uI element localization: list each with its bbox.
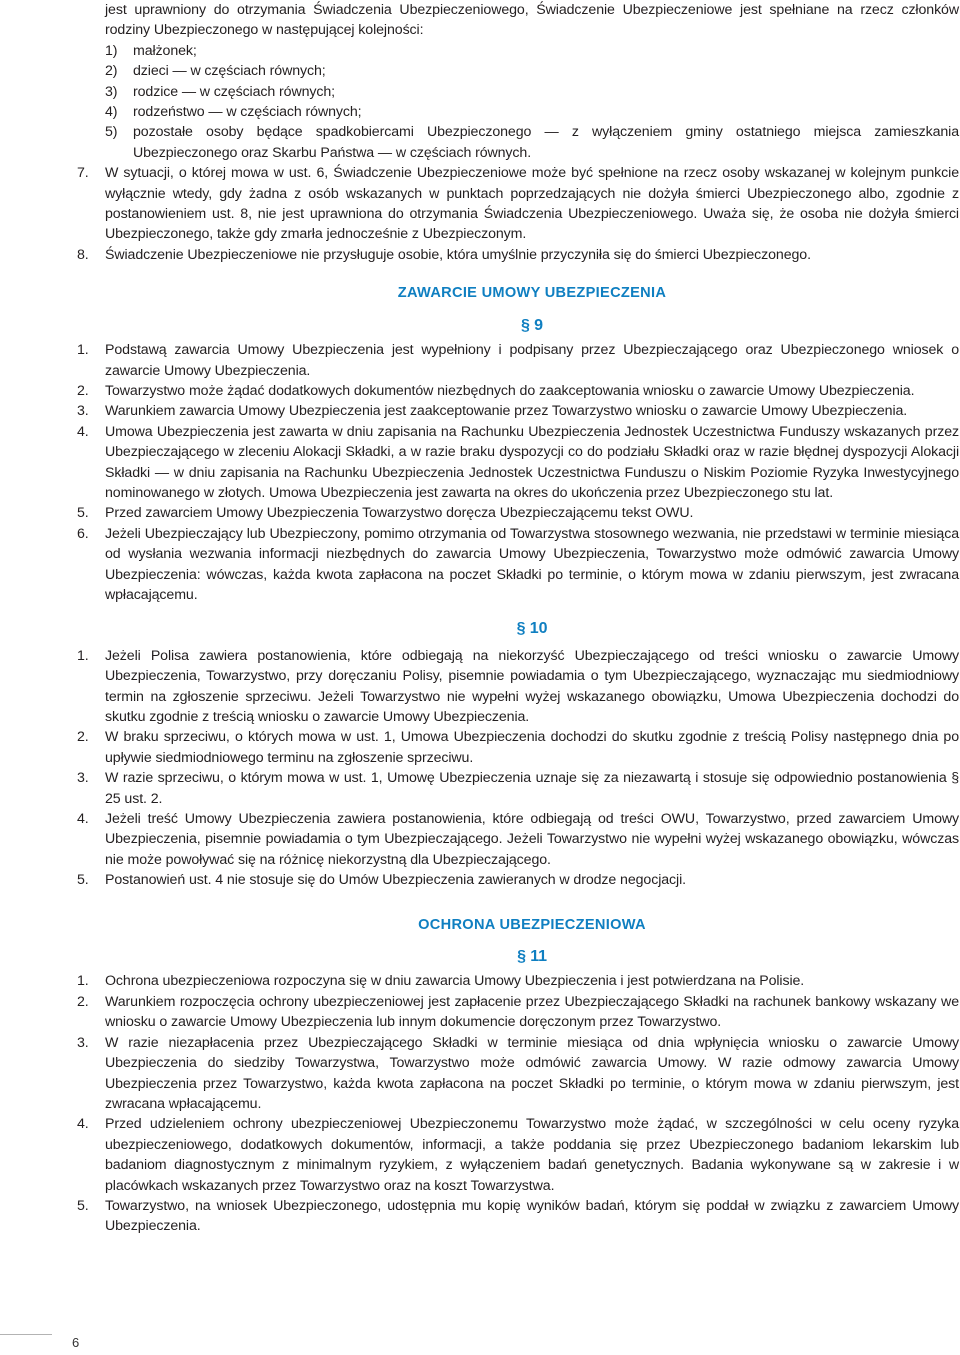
- item-text: Przed zawarciem Umowy Ubezpieczenia Towarzystwo doręcza Ubezpieczającemu tekst OWU.: [105, 505, 694, 522]
- intro-block: [77, 0, 959, 265]
- intro-paragraph: jest uprawniony do otrzymania Świadczenia Ubezpieczeniowego, Świadczenie Ubezpieczeniowe jest spełniane na rzecz członków rodziny Ubezpieczonego w następującej kolejności:: [105, 2, 959, 39]
- item-text: Jeżeli Polisa zawiera postanowienia, które odbiegają na niekorzyść Ubezpieczającego od treści wniosku o zawarcie Umowy Ubezpieczenia, Towarzystwo, przy doręczaniu Polisy, pisemnie powiadamia o tym Ubezpieczającego, wyznaczając mu siedmiodniowy termin na zgłoszenie sprzeciwu. Jeżeli Towarzystwo nie wypełni wyżej wskazanego obowiązku, Umowa Ubezpieczenia dochodzi do skutku zgodnie z treścią wniosku o zawarcie Umowy Ubezpieczenia.: [105, 647, 959, 725]
- list-item: [77, 727, 959, 768]
- list-item: [77, 809, 959, 870]
- order-item: [77, 82, 959, 102]
- item-number: 4.: [77, 423, 89, 440]
- footer-rule: [0, 1334, 52, 1335]
- item-number: 2.: [77, 382, 89, 399]
- item-text: Podstawą zawarcia Umowy Ubezpieczenia jest wypełniony i podpisany przez Ubezpieczającego oraz Ubezpieczonego wniosek o zawarcie Umowy Ubezpieczenia.: [105, 342, 959, 379]
- item-text: W braku sprzeciwu, o których mowa w ust. 1, Umowa Ubezpieczenia dochodzi do skutku zgodnie z treścią Polisy następnego dnia po upływie siedmiodniowego terminu na zgłoszenie sprzeciwu.: [105, 729, 959, 766]
- item-text: rodzeństwo — w częściach równych;: [133, 104, 362, 121]
- item-text: Umowa Ubezpieczenia jest zawarta w dniu zapisania na Rachunku Ubezpieczenia Jednostek Uczestnictwa Funduszy wskazanych przez Ubezpieczającego w zleceniu Alokacji Składki, a w razie braku dyspozycji co do podziału Składki oraz w razie błędnej dyspozycji Alokacji Składki — w dniu zapisania na Rachunku Ubezpieczenia Jednostek Uczestnictwa Funduszu o Niskim Poziomie Ryzyka Inwestycyjnego nominowanego w złotych. Umowa Ubezpieczenia jest zawarta na okres do ukończenia przez Ubezpieczonego stu lat.: [105, 423, 959, 501]
- item-number: 6.: [77, 525, 89, 542]
- item-number: 5): [105, 124, 118, 141]
- item-text: Jeżeli Ubezpieczający lub Ubezpieczony, pomimo otrzymania od Towarzystwa stosownego wezwania, nie przedstawi w terminie miesiąca od wysłania wezwania informacji niezbędnych do zawarcia Umowy Ubezpieczenia, Towarzystwo może odmówić zawarcia Umowy Ubezpieczenia: wówczas, każda kwota zapłacona na poczet Składki po terminie, o którym mowa w zdaniu pierwszym, jest zwracana wpłacającemu.: [105, 525, 959, 603]
- item-number: 5.: [77, 1197, 89, 1214]
- item-number: 1.: [77, 647, 89, 664]
- item-text: W sytuacji, o której mowa w ust. 6, Świadczenie Ubezpieczeniowe może być spełnione na rzecz osoby wskazanej w kolejnym punkcie wyłącznie wtedy, gdy żadna z osób wskazanych w punktach poprzedzających nie dożyła śmierci Ubezpieczonego albo, zgodnie z postanowieniem ust. 8, nie jest uprawniona do otrzymania Świadczenia Ubezpieczeniowego. Uważa się, że osoba nie dożyła śmierci Ubezpieczonego, także gdy zmarła jednocześnie z Ubezpieczonym.: [105, 165, 959, 243]
- order-item: [77, 102, 959, 122]
- list-item: [77, 422, 959, 504]
- item-text: Jeżeli treść Umowy Ubezpieczenia zawiera postanowienia, które odbiegają od treści OWU, Towarzystwo, przed zawarciem Umowy Ubezpieczenia, pisemnie powiadamia o tym Ubezpieczającego. Jeżeli Towarzystwo nie wypełni wyżej wskazanego obowiązku, wówczas nie może powoływać się na różnicę niekorzystną dla Ubezpieczającego.: [105, 811, 959, 868]
- list-item: [77, 163, 959, 245]
- list-item: [77, 401, 959, 421]
- item-text: pozostałe osoby będące spadkobiercami Ubezpieczonego — z wyłączeniem gminy ostatniego miejsca zamieszkania Ubezpieczonego oraz Skarbu Państwa — w częściach równych.: [133, 124, 959, 161]
- item-number: 1.: [77, 342, 89, 359]
- item-text: Towarzystwo może żądać dodatkowych dokumentów niezbędnych do zaakceptowania wniosku o zawarcie Umowy Ubezpieczenia.: [105, 382, 915, 399]
- paragraph-mark: § 11: [517, 948, 547, 966]
- item-text: W razie niezapłacenia przez Ubezpieczającego Składki w terminie miesiąca od dnia wpłynięcia wniosku o zawarcie Umowy Ubezpieczenia do siedziby Towarzystwa, Towarzystwo może odmówić zawarcia Umowy. W razie odmowy zawarcia Umowy Ubezpieczenia przez Towarzystwo, każda kwota zapłacona na poczet Składki po terminie, o którym mowa w zdaniu pierwszym, jest zwracana wpłacającemu.: [105, 1034, 959, 1112]
- item-number: 5.: [77, 872, 89, 889]
- paragraph-mark: § 10: [516, 620, 548, 638]
- list-item: [77, 245, 959, 265]
- item-text: rodzice — w częściach równych;: [133, 83, 335, 100]
- list-item: [77, 992, 959, 1033]
- paragraph-9-list: [77, 340, 959, 605]
- list-item: [77, 503, 959, 523]
- item-number: 1.: [77, 973, 89, 990]
- section-heading: OCHRONA UBEZPIECZENIOWA: [418, 916, 646, 933]
- document-body: [77, 0, 959, 1237]
- item-number: 1): [105, 42, 118, 59]
- item-number: 2): [105, 63, 118, 80]
- order-item: [77, 41, 959, 61]
- item-text: Towarzystwo, na wniosek Ubezpieczonego, udostępnia mu kopię wyników badań, którym się poddał w związku z zawarciem Umowy Ubezpieczenia.: [105, 1197, 959, 1235]
- paragraph-10-list: [77, 646, 959, 891]
- item-number: 5.: [77, 505, 89, 522]
- item-number: 3): [105, 83, 118, 100]
- item-number: 8.: [77, 246, 89, 263]
- page-number: 6: [72, 1335, 80, 1350]
- item-text: Ochrona ubezpieczeniowa rozpoczyna się w dniu zawarcia Umowy Ubezpieczenia i jest potwierdzana na Polisie.: [105, 973, 805, 990]
- item-number: 4.: [77, 811, 89, 828]
- paragraph-11-list: [77, 971, 959, 1236]
- list-item: [77, 1196, 959, 1237]
- item-text: Warunkiem zawarcia Umowy Ubezpieczenia jest zaakceptowanie przez Towarzystwo wniosku o zawarcie Umowy Ubezpieczenia.: [105, 403, 908, 420]
- item-number: 2.: [77, 729, 89, 746]
- paragraph-mark: § 9: [521, 316, 543, 334]
- item-text: Przed udzieleniem ochrony ubezpieczeniowej Ubezpieczonemu Towarzystwo może żądać, w szczególności w celu oceny ryzyka ubezpieczeniowego, dodatkowych dokumentów, informacji, a także poddania się przez Ubezpieczonego badaniom lekarskim lub badaniom diagnostycznym z minimalnym ryzykiem, z wyłączeniem badań genetycznych. Badania wykonywane są w zakresie i w placówkach wskazanych przez Towarzystwo oraz na koszt Towarzystwa.: [105, 1116, 959, 1194]
- list-item: [77, 646, 959, 728]
- section-heading: ZAWARCIE UMOWY UBEZPIECZENIA: [397, 285, 667, 302]
- item-number: 3.: [77, 770, 89, 787]
- list-item: [77, 768, 959, 809]
- item-text: W razie sprzeciwu, o którym mowa w ust. 1, Umowę Ubezpieczenia uznaje się za niezawartą i stosuje się odpowiednio postanowienia § 25 ust. 2.: [105, 770, 959, 807]
- item-text: Świadczenie Ubezpieczeniowe nie przysługuje osobie, która umyślnie przyczyniła się do śmierci Ubezpieczonego.: [105, 246, 811, 263]
- item-text: dzieci — w częściach równych;: [133, 63, 326, 80]
- list-item: [77, 524, 959, 606]
- list-item: [77, 340, 959, 381]
- item-number: 3.: [77, 403, 89, 420]
- list-item: [77, 971, 959, 991]
- list-item: [77, 870, 959, 890]
- item-number: 4.: [77, 1116, 89, 1133]
- item-number: 7.: [77, 165, 89, 182]
- item-text: małżonek;: [133, 42, 197, 59]
- order-item: [77, 122, 959, 163]
- item-number: 3.: [77, 1034, 89, 1051]
- list-item: [77, 1033, 959, 1115]
- list-item: [77, 1114, 959, 1196]
- order-item: [77, 61, 959, 81]
- item-text: Postanowień ust. 4 nie stosuje się do Umów Ubezpieczenia zawieranych w drodze negocjacji.: [105, 872, 686, 889]
- item-number: 2.: [77, 993, 89, 1010]
- list-item: [77, 381, 959, 401]
- item-text: Warunkiem rozpoczęcia ochrony ubezpieczeniowej jest zapłacenie przez Ubezpieczającego Składki na rachunek bankowy wskazany we wniosku o zawarcie Umowy Ubezpieczenia lub innym dokumencie doręczonym przez Towarzystwo.: [105, 993, 959, 1031]
- item-number: 4): [105, 104, 118, 121]
